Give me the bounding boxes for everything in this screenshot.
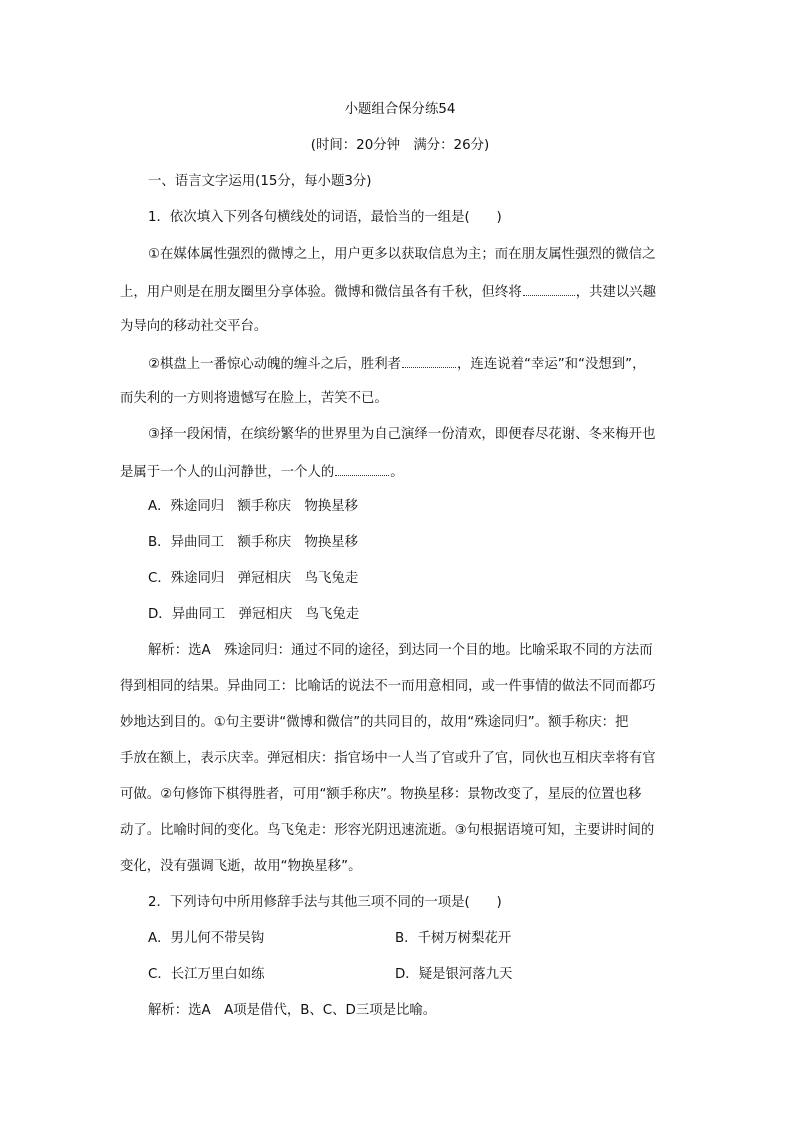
q1-sentence-1-line-3: 为导向的移动社交平台。	[120, 319, 268, 334]
q1-option-d[interactable]: D．异曲同工 弹冠相庆 鸟飞兔走	[148, 607, 360, 622]
q2-option-c[interactable]: C．长江万里白如练	[148, 967, 265, 982]
q1-option-c[interactable]: C．殊途同归 弹冠相庆 鸟飞兔走	[148, 571, 359, 586]
answer-blank-3[interactable]	[335, 461, 389, 476]
q1-sentence-1-line-1: ①在媒体属性强烈的微博之上，用户更多以获取信息为主；而在朋友属性强烈的微信之	[148, 247, 656, 262]
q1-analysis-line: 解析：选A 殊途同归：通过不同的途径，到达同一个目的地。比喻采取不同的方法而	[148, 643, 653, 658]
answer-blank-2[interactable]	[402, 353, 456, 368]
q1-analysis-line: 动了。比喻时间的变化。鸟飞兔走：形容光阴迅速流逝。③句根据语境可知，主要讲时间的	[120, 823, 655, 838]
q1-option-a[interactable]: A．殊途同归 额手称庆 物换星移	[148, 499, 359, 514]
question-1-stem: 1．依次填入下列各句横线处的词语，最恰当的一组是( )	[148, 210, 502, 225]
section-heading: 一、语言文字运用(15分，每小题3分)	[148, 174, 372, 189]
q1-option-b[interactable]: B．异曲同工 额手称庆 物换星移	[148, 535, 359, 550]
q1-sentence-3-line-1: ③择一段闲情，在缤纷繁华的世界里为自己演绎一份清欢，即便春尽花谢、冬来梅开也	[148, 427, 656, 442]
page-title: 小题组合保分练54	[344, 102, 456, 117]
q1-sentence-1-line-2: 上，用户则是在朋友圈里分享体验。微博和微信虽各有千秋，但终将 ，共建以兴趣	[120, 281, 680, 301]
q1-analysis-line: 得到相同的结果。异曲同工：比喻话的说法不一而用意相同，或一件事情的做法不同而都巧	[120, 679, 656, 694]
q1-analysis-line: 可做。②句修饰下棋得胜者，可用“额手称庆”。物换星移：景物改变了，星辰的位置也移	[120, 787, 642, 802]
q1-sentence-2-line-1: ②棋盘上一番惊心动魄的缠斗之后，胜利者 ，连连说着“幸运”和“没想到”，	[148, 353, 680, 373]
answer-blank-1[interactable]	[523, 281, 575, 296]
q2-analysis: 解析：选A A项是借代，B、C、D三项是比喻。	[148, 1003, 437, 1018]
q1-analysis-line: 妙地达到目的。①句主要讲“微博和微信”的共同目的，故用“殊途同归”。额手称庆：把	[120, 715, 629, 730]
q2-option-d[interactable]: D．疑是银河落九天	[395, 967, 513, 982]
q2-option-a[interactable]: A．男儿何不带吴钩	[148, 931, 265, 946]
q1-sentence-3-line-2: 是属于一个人的山河静世，一个人的 。	[120, 461, 680, 481]
q1-sentence-2-line-2: 而失利的一方则将遗憾写在脸上，苦笑不已。	[120, 391, 388, 406]
q2-options-row-2	[148, 965, 680, 985]
q1-analysis-line: 手放在额上，表示庆幸。弹冠相庆：指官场中一人当了官或升了官，同伙也互相庆幸将有官	[120, 751, 656, 766]
q1-analysis-line: 变化，没有强调飞逝，故用“物换星移”。	[120, 859, 362, 874]
time-and-score: (时间：20分钟 满分：26分)	[310, 138, 490, 153]
question-2-stem: 2．下列诗句中所用修辞手法与其他三项不同的一项是( )	[148, 895, 502, 910]
q2-option-b[interactable]: B．千树万树梨花开	[395, 931, 512, 946]
q2-options-row-1	[148, 929, 680, 949]
